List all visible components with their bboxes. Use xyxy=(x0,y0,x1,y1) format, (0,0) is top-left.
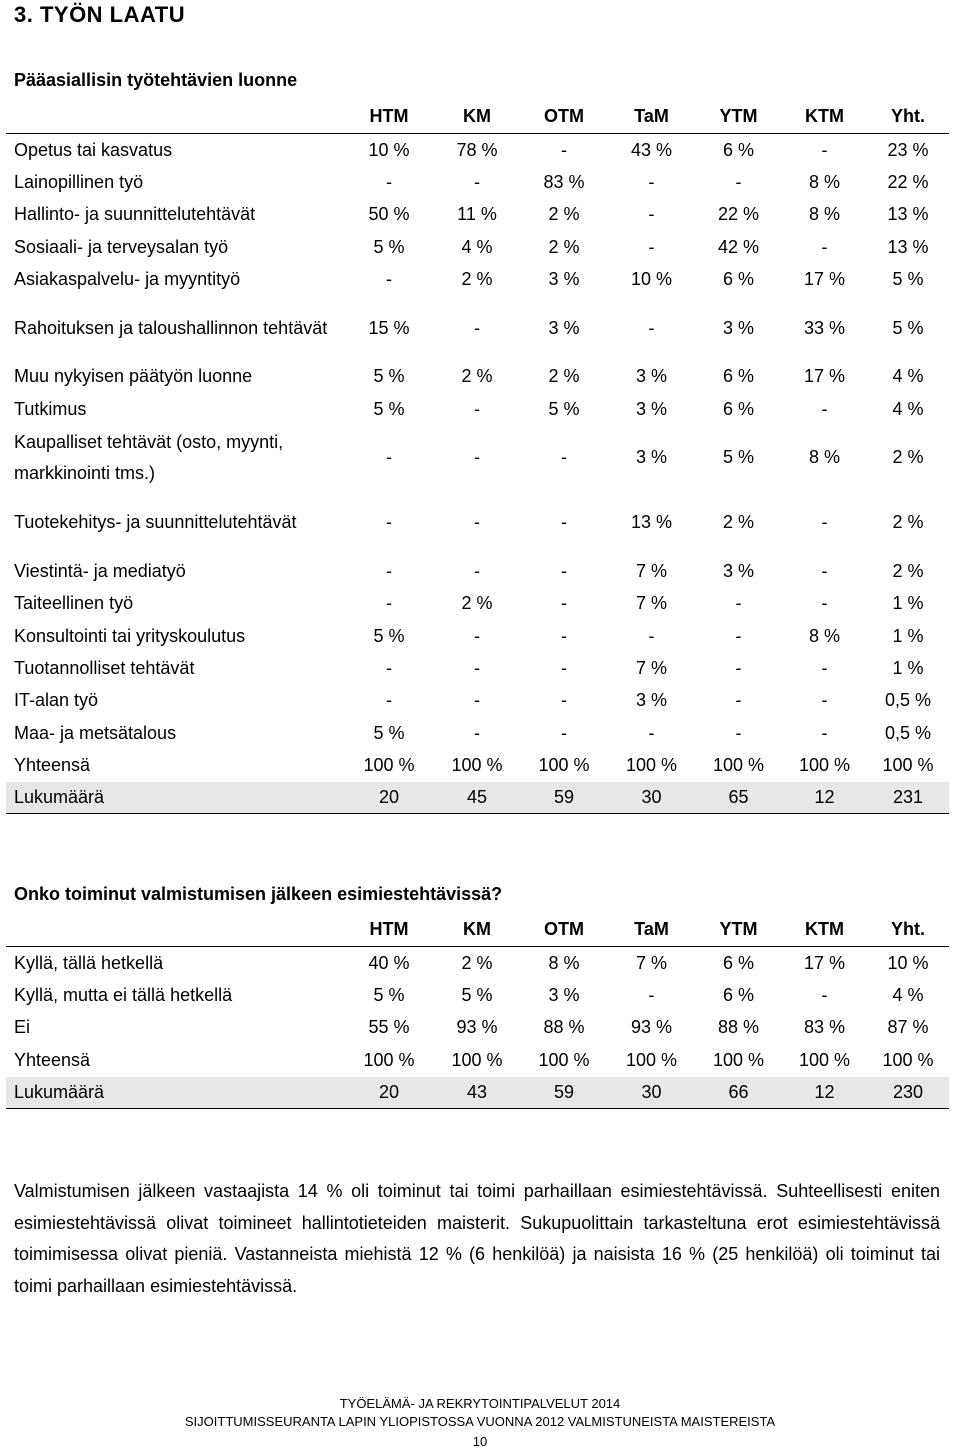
table-header xyxy=(6,913,949,946)
table-cell: 1 % xyxy=(892,657,924,678)
table-cell: 100 % xyxy=(798,755,851,776)
table-cell: 15 % xyxy=(368,317,410,338)
table-cell: 100 % xyxy=(798,1049,851,1070)
footer-line-2: SIJOITTUMISSEURANTA LAPIN YLIOPISTOSSA VUONNA 2012 VALMISTUNEISTA MAISTEREISTA xyxy=(184,1414,776,1429)
table-cell: 5 % xyxy=(373,366,405,387)
table-cell: 3 % xyxy=(722,317,755,338)
table-cell: 6 % xyxy=(722,139,755,160)
table-cell: - xyxy=(821,722,828,743)
table-header xyxy=(6,100,949,133)
row-label: Viestintä- ja mediatyö xyxy=(14,560,186,581)
table-cell: 0,5 % xyxy=(884,690,932,711)
table-cell: - xyxy=(735,625,742,646)
table-cell: 22 % xyxy=(887,172,929,193)
table-cell: 10 % xyxy=(368,139,410,160)
table-cell: 4 % xyxy=(461,236,493,257)
table-cell: 4 % xyxy=(892,985,924,1006)
table-cell: - xyxy=(561,139,567,160)
table-cell: 100 % xyxy=(363,1049,415,1070)
table-cell: - xyxy=(386,657,392,678)
row-label: Kyllä, mutta ei tällä hetkellä xyxy=(14,985,233,1006)
table-cell: 12 xyxy=(782,782,867,814)
table-cell: - xyxy=(474,512,480,533)
row-label: Yhteensä xyxy=(14,755,91,776)
table-cell: - xyxy=(386,447,392,468)
table-row xyxy=(6,361,949,393)
row-label: Konsultointi tai yrityskoulutus xyxy=(14,625,246,646)
table-cell: - xyxy=(474,690,480,711)
row-label: Muu nykyisen päätyön luonne xyxy=(14,366,253,387)
table-cell: 17 % xyxy=(803,952,846,973)
table-cell: 7 % xyxy=(635,952,668,973)
table-row xyxy=(6,652,949,684)
row-label: Maa- ja metsätalous xyxy=(14,722,177,743)
table-cell: 30 xyxy=(608,782,695,814)
table2-title: Onko toiminut valmistumisen jälkeen esimiestehtävissä? xyxy=(14,884,503,904)
table-cell: 100 % xyxy=(625,755,678,776)
row-label: Yhteensä xyxy=(14,1049,91,1070)
table-cell: 87 % xyxy=(887,1017,929,1038)
section-heading: 3. TYÖN LAATU xyxy=(14,2,186,27)
work-type-table xyxy=(6,100,949,814)
table-cell: - xyxy=(561,593,567,614)
table-row xyxy=(6,490,949,555)
table-cell: 12 xyxy=(782,1077,867,1109)
table-cell: 4 % xyxy=(892,398,924,419)
table-cell: - xyxy=(561,722,567,743)
table-cell: - xyxy=(386,269,392,290)
table-cell: 3 % xyxy=(635,398,668,419)
table-cell: 2 % xyxy=(548,236,580,257)
column-header: Yht. xyxy=(891,106,925,126)
table-cell: 5 % xyxy=(373,722,405,743)
table-cell: - xyxy=(474,447,480,468)
table-cell: 0,5 % xyxy=(884,722,932,743)
table-cell: - xyxy=(561,447,567,468)
table-cell: 2 % xyxy=(892,512,924,533)
table-cell: - xyxy=(821,512,828,533)
table-cell: 40 % xyxy=(368,952,410,973)
table-cell: 23 % xyxy=(887,139,929,160)
table-cell: 100 % xyxy=(712,1049,765,1070)
table-row xyxy=(6,393,949,425)
table-row xyxy=(6,555,949,587)
table-cell: 2 % xyxy=(461,366,493,387)
table-cell: 59 xyxy=(520,782,608,814)
table-cell: 10 % xyxy=(630,269,673,290)
table-row xyxy=(6,717,949,749)
row-label: Lukumäärä xyxy=(6,1077,344,1109)
table-cell: 20 xyxy=(344,1077,434,1109)
table-cell: 2 % xyxy=(461,269,493,290)
table-cell: 3 % xyxy=(635,447,668,468)
table-cell: - xyxy=(474,560,480,581)
table-cell: - xyxy=(735,172,742,193)
table-cell: - xyxy=(735,722,742,743)
page-number: 10 xyxy=(472,1434,488,1449)
table-row xyxy=(6,1077,949,1109)
column-header: YTM xyxy=(719,919,758,939)
table-cell: - xyxy=(474,398,480,419)
table-cell: 100 % xyxy=(625,1049,678,1070)
table-row xyxy=(6,296,949,361)
table-cell: - xyxy=(561,560,567,581)
table-cell: 55 % xyxy=(368,1017,410,1038)
column-header: TaM xyxy=(634,106,669,126)
table-cell: 83 % xyxy=(803,1017,846,1038)
table-cell: - xyxy=(648,625,655,646)
table-cell: - xyxy=(386,512,392,533)
table-cell: 100 % xyxy=(538,1049,590,1070)
table-cell: 3 % xyxy=(548,317,580,338)
row-label: Tutkimus xyxy=(14,398,87,419)
column-header: KTM xyxy=(805,106,844,126)
table-cell: 66 xyxy=(695,1077,782,1109)
table-row xyxy=(6,264,949,296)
table-cell: 1 % xyxy=(892,625,924,646)
table-row xyxy=(6,979,949,1011)
table-cell: 6 % xyxy=(722,269,755,290)
table-cell: 5 % xyxy=(548,398,580,419)
table-cell: 2 % xyxy=(548,204,580,225)
table-cell: 88 % xyxy=(717,1017,760,1038)
table-cell: - xyxy=(561,690,567,711)
table-cell: 93 % xyxy=(456,1017,498,1038)
table-cell: - xyxy=(474,317,480,338)
table-row xyxy=(6,231,949,263)
table-cell: 43 xyxy=(434,1077,520,1109)
table-cell: - xyxy=(821,985,828,1006)
row-label: Kaupalliset tehtävät (osto, myynti, markkinointi tms.) xyxy=(14,431,284,483)
table-cell: 8 % xyxy=(808,204,841,225)
table-cell: 5 % xyxy=(373,625,405,646)
table-cell: - xyxy=(821,139,828,160)
table-cell: 93 % xyxy=(630,1017,673,1038)
table-cell: 2 % xyxy=(461,952,493,973)
table-cell: - xyxy=(648,985,655,1006)
table-cell: 5 % xyxy=(373,236,405,257)
table-cell: - xyxy=(821,690,828,711)
column-header: OTM xyxy=(544,919,584,939)
table-cell: 100 % xyxy=(538,755,590,776)
row-label: Ei xyxy=(14,1017,31,1038)
column-header: Yht. xyxy=(891,919,925,939)
table-cell: 43 % xyxy=(630,139,673,160)
table-row xyxy=(6,166,949,198)
table-cell: 5 % xyxy=(461,985,493,1006)
table-cell: - xyxy=(648,722,655,743)
table-cell: - xyxy=(821,560,828,581)
table-cell: 20 xyxy=(344,782,434,814)
table-cell: - xyxy=(735,657,742,678)
table-cell: 2 % xyxy=(892,447,924,468)
table-cell: 8 % xyxy=(548,952,580,973)
table-cell: 3 % xyxy=(548,985,580,1006)
summary-paragraph xyxy=(14,1176,940,1302)
table-cell: - xyxy=(648,317,655,338)
table-cell: 2 % xyxy=(892,560,924,581)
table-row xyxy=(6,782,949,814)
table-row xyxy=(6,620,949,652)
table-cell: 5 % xyxy=(722,447,755,468)
table-cell: 2 % xyxy=(461,593,493,614)
supervisor-table xyxy=(6,913,949,1109)
table-row xyxy=(6,133,949,166)
table-row xyxy=(6,749,949,781)
table-cell: - xyxy=(561,657,567,678)
table-cell: 6 % xyxy=(722,366,755,387)
table-cell: - xyxy=(474,625,480,646)
table-cell: 13 % xyxy=(630,512,673,533)
table-cell: 3 % xyxy=(722,560,755,581)
table-cell: - xyxy=(648,236,655,257)
table-cell: 22 % xyxy=(717,204,760,225)
table-cell: 2 % xyxy=(548,366,580,387)
column-header: KTM xyxy=(805,919,844,939)
table-cell: 88 % xyxy=(543,1017,585,1038)
table-cell: 50 % xyxy=(368,204,410,225)
table-cell: 5 % xyxy=(892,317,924,338)
table-cell: 5 % xyxy=(373,398,405,419)
row-label: Tuotekehitys- ja suunnittelutehtävät xyxy=(14,512,297,533)
table-row xyxy=(6,1044,949,1076)
table-cell: 6 % xyxy=(722,985,755,1006)
table-cell: - xyxy=(561,625,567,646)
table-cell: - xyxy=(386,593,392,614)
table-cell: 2 % xyxy=(722,512,755,533)
row-label: Kyllä, tällä hetkellä xyxy=(14,952,164,973)
row-label: Taiteellinen työ xyxy=(14,593,134,614)
table-cell: 3 % xyxy=(548,269,580,290)
column-header: HTM xyxy=(369,106,409,126)
column-header: YTM xyxy=(719,106,758,126)
table-cell: 65 xyxy=(695,782,782,814)
table-cell: 7 % xyxy=(635,560,668,581)
table-cell: - xyxy=(386,560,392,581)
table-cell: - xyxy=(735,593,742,614)
row-label: Lainopillinen työ xyxy=(14,172,144,193)
table-cell: 100 % xyxy=(451,755,503,776)
table-cell: 1 % xyxy=(892,593,924,614)
column-header: OTM xyxy=(544,106,584,126)
table-cell: 4 % xyxy=(892,366,924,387)
table-row xyxy=(6,588,949,620)
row-label: Hallinto- ja suunnittelutehtävät xyxy=(14,204,256,225)
table-cell: 3 % xyxy=(635,366,668,387)
table-cell: 33 % xyxy=(803,317,846,338)
table-cell: - xyxy=(648,172,655,193)
table-cell: 6 % xyxy=(722,398,755,419)
column-header: HTM xyxy=(369,919,409,939)
table-cell: 5 % xyxy=(892,269,924,290)
table-cell: 7 % xyxy=(635,593,668,614)
table-cell: 3 % xyxy=(635,690,668,711)
table-row xyxy=(6,685,949,717)
table-cell: 8 % xyxy=(808,625,841,646)
table-cell: 100 % xyxy=(882,755,934,776)
table-cell: - xyxy=(386,690,392,711)
table-cell: 7 % xyxy=(635,657,668,678)
footer-line-1: TYÖELÄMÄ- JA REKRYTOINTIPALVELUT 2014 xyxy=(339,1396,621,1411)
row-label: Sosiaali- ja terveysalan työ xyxy=(14,236,229,257)
table-cell: 100 % xyxy=(882,1049,934,1070)
table-cell: 230 xyxy=(867,1077,949,1109)
table-cell: 100 % xyxy=(363,755,415,776)
table-cell: 83 % xyxy=(543,172,585,193)
summary-text: Valmistumisen jälkeen vastaajista 14 % oli toiminut tai toimi parhaillaan esimiestehtävissä. Suhteellisesti eniten esimiestehtävissä olivat toimineet hallintotieteiden maisterit. Sukupuolittain tarkasteltuna erot esimiestehtävissä toimimisessa olivat pieniä. Vastanneista miehistä 12 % (6 henkilöä) ja naisista 16 % (25 henkilöä) oli toiminut tai toimi parhaillaan esimiestehtävissä. xyxy=(14,1181,940,1296)
column-header: TaM xyxy=(634,919,669,939)
row-label: Lukumäärä xyxy=(6,782,344,814)
table-cell: - xyxy=(735,690,742,711)
table-cell: - xyxy=(648,204,655,225)
row-label: Tuotannolliset tehtävät xyxy=(14,657,195,678)
table-cell: 231 xyxy=(867,782,949,814)
table-cell: - xyxy=(474,722,480,743)
table-row xyxy=(6,946,949,979)
table-cell: - xyxy=(474,172,480,193)
table-row xyxy=(6,426,949,491)
row-label: Asiakaspalvelu- ja myyntityö xyxy=(14,269,241,290)
table-cell: - xyxy=(386,172,392,193)
table-cell: - xyxy=(821,398,828,419)
table-row xyxy=(6,1012,949,1044)
table-cell: - xyxy=(474,657,480,678)
table1-title: Pääasiallisin työtehtävien luonne xyxy=(14,70,298,90)
column-header: KM xyxy=(463,106,491,126)
table-cell: 10 % xyxy=(887,952,929,973)
table-cell: 17 % xyxy=(803,269,846,290)
row-label: IT-alan työ xyxy=(14,690,99,711)
row-label: Opetus tai kasvatus xyxy=(14,139,173,160)
column-header: KM xyxy=(463,919,491,939)
table-cell: 17 % xyxy=(803,366,846,387)
table-cell: 11 % xyxy=(457,204,497,225)
table-cell: - xyxy=(561,512,567,533)
table-cell: - xyxy=(821,593,828,614)
table-cell: - xyxy=(821,657,828,678)
table-cell: 100 % xyxy=(712,755,765,776)
table-cell: 30 xyxy=(608,1077,695,1109)
table-cell: - xyxy=(821,236,828,257)
table-cell: 8 % xyxy=(808,172,841,193)
table-cell: 59 xyxy=(520,1077,608,1109)
table-cell: 45 xyxy=(434,782,520,814)
table-cell: 42 % xyxy=(717,236,760,257)
table-cell: 6 % xyxy=(722,952,755,973)
table-cell: 13 % xyxy=(887,236,929,257)
table-row xyxy=(6,199,949,231)
table-cell: 100 % xyxy=(451,1049,503,1070)
table-cell: 13 % xyxy=(887,204,929,225)
table-cell: 78 % xyxy=(456,139,498,160)
table-cell: 8 % xyxy=(808,447,841,468)
row-label: Rahoituksen ja taloushallinnon tehtävät xyxy=(14,317,328,338)
table-cell: 5 % xyxy=(373,985,405,1006)
